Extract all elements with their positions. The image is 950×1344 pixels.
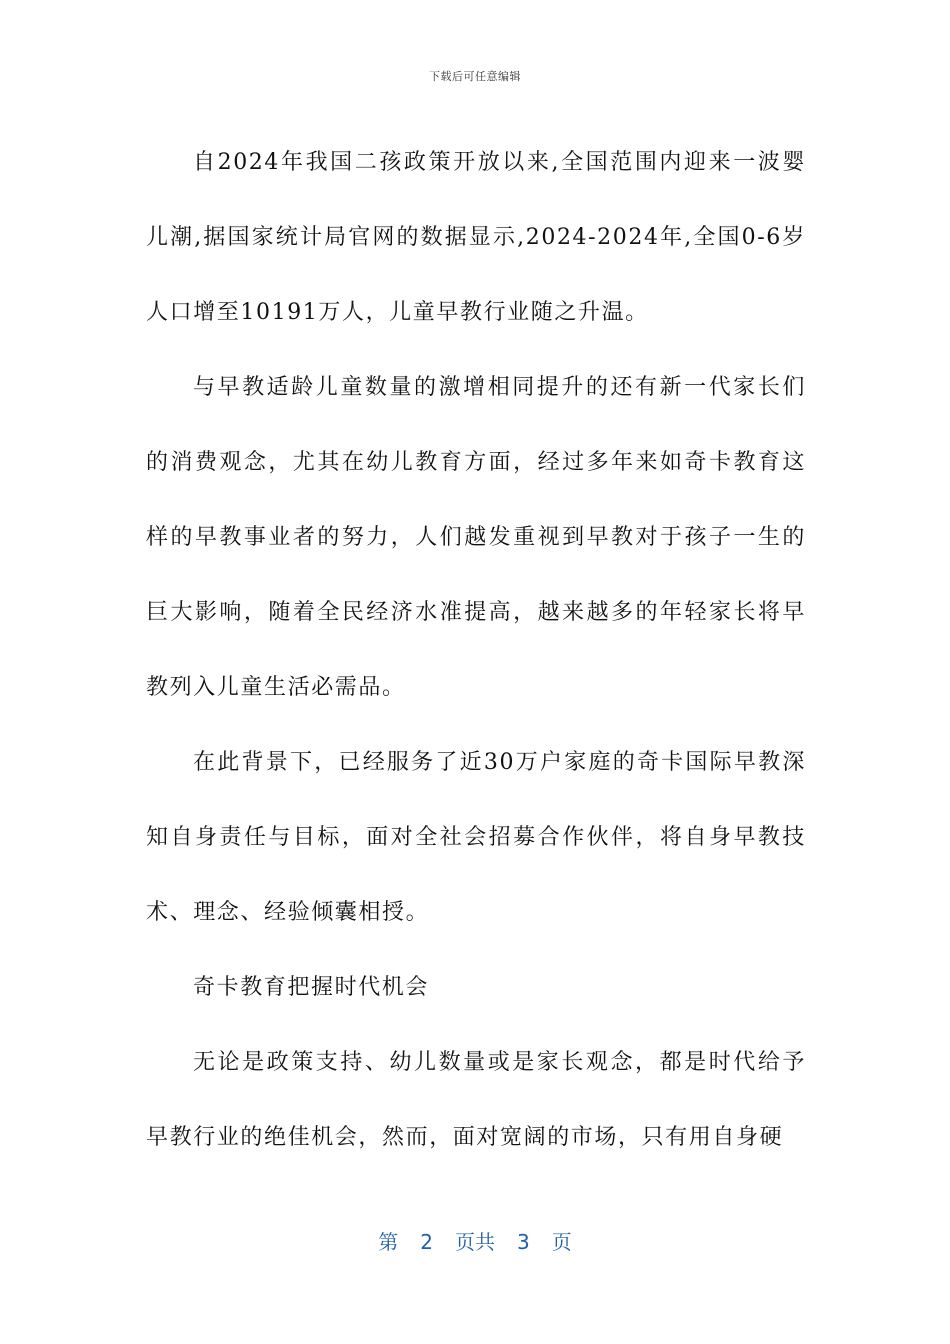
page-header: 下载后可任意编辑 (429, 70, 521, 83)
current-page-number: 2 (420, 1230, 433, 1254)
footer-suffix: 页 (551, 1230, 572, 1254)
paragraph-2: 与早教适龄儿童数量的激增相同提升的还有新一代家长们的消费观念，尤其在幼儿教育方面，经过多年来如奇卡教育这样的早教事业者的努力，人们越发重视到早教对于孩子一生的巨大影响，随着全民经济水准提高，越来越多的年轻家长将早教列入儿童生活必需品。 (146, 375, 806, 700)
total-pages-number: 3 (517, 1230, 530, 1254)
page-footer (0, 1226, 950, 1255)
paragraph-1: 自2024年我国二孩政策开放以来,全国范围内迎来一波婴儿潮,据国家统计局官网的数据显示,2024-2024年,全国0-6岁人口增至10191万人，儿童早教行业随之升温。 (146, 150, 806, 325)
document-body (146, 125, 806, 1175)
paragraph-4: 无论是政策支持、幼儿数量或是家长观念，都是时代给予早教行业的绝佳机会，然而，面对宽阔的市场，只有用自身硬 (146, 1050, 806, 1150)
paragraph-3: 在此背景下，已经服务了近30万户家庭的奇卡国际早教深知自身责任与目标，面对全社会招募合作伙伴，将自身早教技术、理念、经验倾囊相授。 (146, 750, 806, 925)
footer-prefix: 第 (378, 1230, 399, 1254)
footer-middle: 页共 (455, 1230, 495, 1254)
section-heading: 奇卡教育把握时代机会 (193, 975, 430, 1000)
